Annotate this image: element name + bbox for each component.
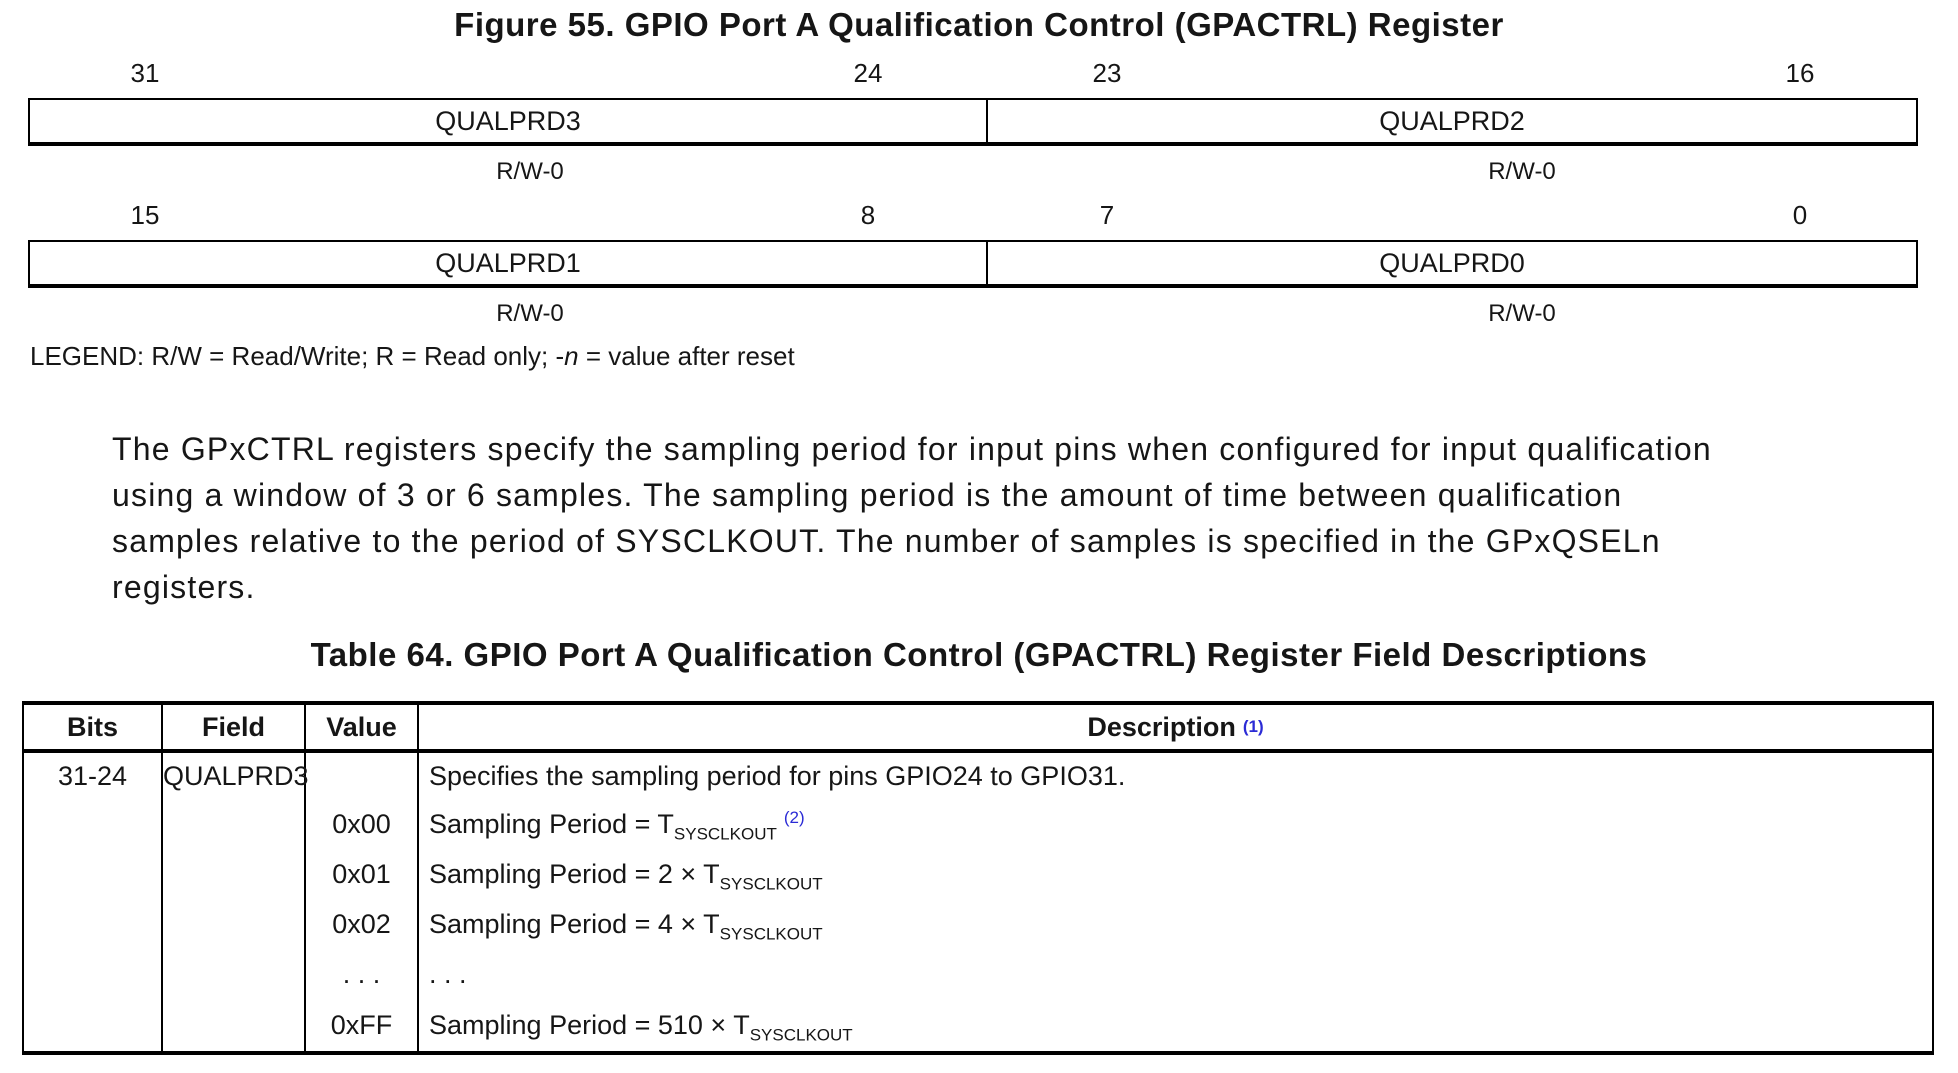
value-column bbox=[306, 753, 419, 1051]
paragraph-line: samples relative to the period of SYSCLKOUT. The number of samples is specified in the GPxQSELn bbox=[112, 523, 1661, 559]
bits-column bbox=[24, 753, 163, 1051]
description-cell: . . . bbox=[429, 959, 467, 989]
header-field: Field bbox=[163, 705, 306, 749]
field-descriptions-table bbox=[22, 701, 1934, 1055]
value-cell: 0xFF bbox=[330, 1010, 393, 1040]
cell-bits: 31-24 bbox=[57, 761, 128, 791]
description-cell: Sampling Period = $510 \times T_{SYSCLKOUT}$ bbox=[429, 1010, 853, 1045]
cell-field: QUALPRD3 bbox=[163, 761, 309, 791]
subscript-sysclkout: SYSCLKOUT bbox=[719, 874, 823, 894]
bit-labels-row-1 bbox=[28, 58, 1918, 88]
datasheet-page bbox=[0, 6, 1958, 1055]
value-cell bbox=[306, 753, 417, 799]
paragraph-line: The GPxCTRL registers specify the sampling period for input pins when configured for input qualification bbox=[112, 431, 1712, 467]
value-cell: . . . bbox=[342, 959, 381, 989]
register-field-qualprd3: QUALPRD3 bbox=[30, 100, 988, 142]
legend-text: LEGEND: R/W = Read/Write; R = Read only; - bbox=[30, 341, 565, 371]
value-cell: 0x00 bbox=[332, 809, 391, 839]
register-legend bbox=[30, 341, 1958, 372]
bit-label-24: 24 bbox=[853, 58, 883, 88]
body-paragraph bbox=[112, 426, 1952, 610]
paragraph-line: using a window of 3 or 6 samples. The sampling period is the amount of time between qualification bbox=[112, 477, 1623, 513]
access-label: R/W-0 bbox=[496, 158, 564, 185]
field-column bbox=[163, 753, 309, 1051]
access-label: R/W-0 bbox=[1488, 158, 1556, 185]
register-fields-row-1 bbox=[28, 98, 1918, 146]
register-diagram bbox=[28, 58, 1918, 326]
header-description: Description (1) bbox=[1087, 711, 1264, 742]
legend-italic-n: n bbox=[564, 341, 579, 371]
bit-label-31: 31 bbox=[130, 58, 160, 88]
register-field-qualprd0: QUALPRD0 bbox=[1379, 247, 1525, 278]
table-title: Table 64. GPIO Port A Qualification Control (GPACTRL) Register Field Descriptions bbox=[310, 636, 1648, 673]
subscript-sysclkout: SYSCLKOUT bbox=[673, 824, 777, 844]
description-column bbox=[419, 753, 1932, 1051]
subscript-sysclkout: SYSCLKOUT bbox=[749, 1025, 853, 1045]
table-header-row bbox=[24, 705, 1932, 753]
value-cell: 0x02 bbox=[332, 909, 391, 939]
bit-label-0: 0 bbox=[1792, 200, 1808, 230]
header-value: Value bbox=[306, 705, 419, 749]
description-cell: Sampling Period = $4 \times T_{SYSCLKOUT}$ bbox=[429, 909, 823, 944]
subscript-sysclkout: SYSCLKOUT bbox=[719, 924, 823, 944]
bit-label-16: 16 bbox=[1785, 58, 1815, 88]
table-body bbox=[24, 753, 1932, 1051]
register-field-qualprd1: QUALPRD1 bbox=[30, 242, 988, 284]
footnote-ref-2: (2) bbox=[783, 808, 805, 827]
access-labels-row-2 bbox=[28, 300, 1918, 326]
figure-title: Figure 55. GPIO Port A Qualification Control (GPACTRL) Register bbox=[454, 6, 1504, 43]
header-bits: Bits bbox=[24, 705, 163, 749]
description-cell: Sampling Period = $T_{SYSCLKOUT}^{(2)}$ bbox=[429, 808, 805, 844]
legend-text-suffix: = value after reset bbox=[578, 341, 795, 371]
bit-label-23: 23 bbox=[1092, 58, 1122, 88]
bit-label-7: 7 bbox=[1099, 200, 1115, 230]
register-fields-row-2 bbox=[28, 240, 1918, 288]
paragraph-line: registers. bbox=[112, 569, 256, 605]
bit-label-8: 8 bbox=[860, 200, 876, 230]
register-field-qualprd2: QUALPRD2 bbox=[1379, 105, 1525, 136]
access-label: R/W-0 bbox=[496, 300, 564, 327]
access-label: R/W-0 bbox=[1488, 300, 1556, 327]
value-cell: 0x01 bbox=[332, 859, 391, 889]
bit-labels-row-2 bbox=[28, 200, 1918, 230]
bit-label-15: 15 bbox=[130, 200, 160, 230]
description-cell: Sampling Period = $2 \times T_{SYSCLKOUT}$ bbox=[429, 859, 823, 894]
header-description-text: Description bbox=[1087, 711, 1236, 742]
description-cell: Specifies the sampling period for pins GPIO24 to GPIO31. bbox=[429, 761, 1126, 791]
access-labels-row-1 bbox=[28, 158, 1918, 184]
